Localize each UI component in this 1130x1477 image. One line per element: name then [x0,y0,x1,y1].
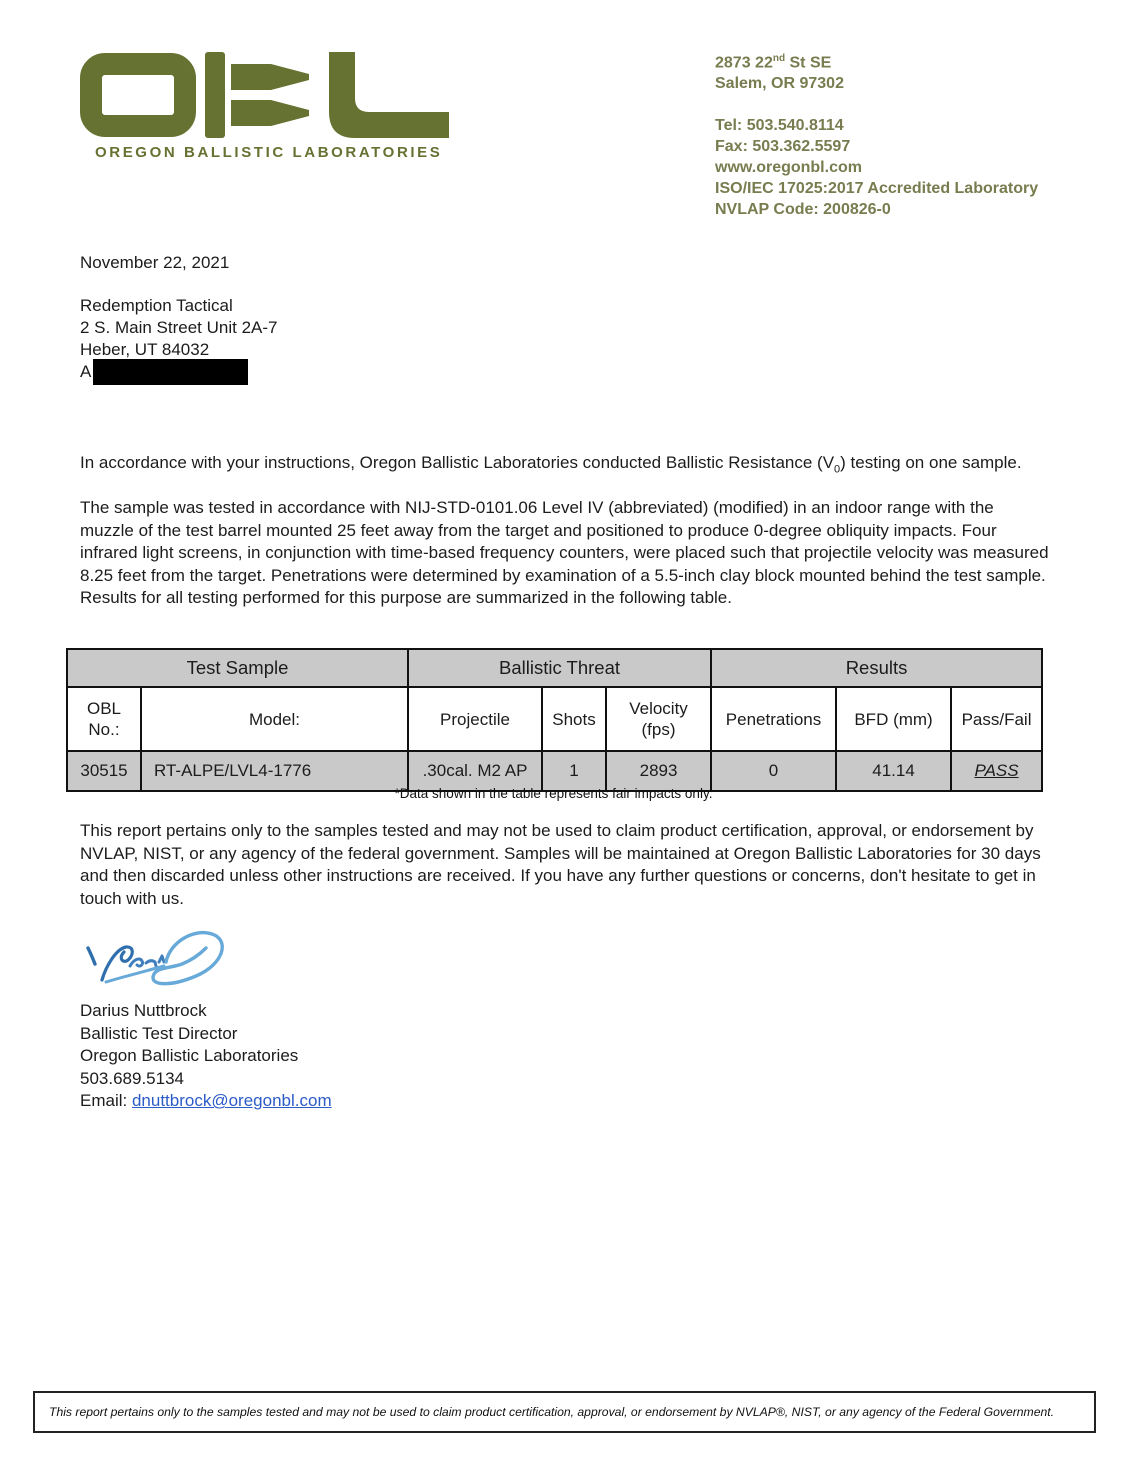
cell-velocity: 2893 [606,751,711,791]
table-column-header-row [67,687,1042,751]
cell-model: RT-ALPE/LVL4-1776 [141,751,408,791]
col-header-bfd: BFD (mm) [836,687,951,751]
letter-date: November 22, 2021 [80,253,230,272]
recipient-redacted-line [80,361,277,383]
email-link[interactable]: dnuttbrock@oregonbl.com [131,1091,332,1110]
logo-tagline: OREGON BALLISTIC LABORATORIES [95,144,443,161]
lab-website: www.oregonbl.com [715,159,862,177]
lab-address-line1: 2873 22nd St SE [715,53,832,72]
redaction-bar [93,359,248,385]
lab-fax: Fax: 503.362.5597 [715,138,851,156]
results-table [66,648,1043,792]
recipient-name: Redemption Tactical [80,296,233,315]
redacted-line-prefix: A [80,362,92,381]
lab-accreditation: ISO/IEC 17025:2017 Accredited Laboratory [715,180,1039,198]
cell-projectile: .30cal. M2 AP [408,751,542,791]
footer-disclaimer-box [33,1391,1096,1433]
signature-block [80,1000,332,1113]
disclaimer-paragraph: This report pertains only to the samples tested and may not be used to claim product certification, approval, or endorsement by NVLAP, NIST, or any agency of the federal government. Samples will be maintained at Oregon Ballistic Laboratories for 30 days and then discarded unless other instructions are received. If you have any further questions or concerns, don't hesitate to get in touch with us. [80,821,1041,908]
lab-address-line2: Salem, OR 97302 [715,75,844,93]
cell-obl-no: 30515 [67,751,141,791]
method-paragraph: The sample was tested in accordance with NIJ-STD-0101.06 Level IV (abbreviated) (modified) in an indoor range with the muzzle of the test barrel mounted 25 feet away from the target and positioned to produce 0-degree obliquity impacts. Four infrared light screens, in conjunction with time-based frequency counters, were placed such that projectile velocity was measured 8.25 feet from the target. Penetrations were determined by examination of a 5.5-inch clay block mounted behind the test sample. Results for all testing performed for this purpose are summarized in the following table. [80,498,1049,607]
lab-phone: Tel: 503.540.8114 [715,117,844,135]
footer-disclaimer-text: This report pertains only to the samples tested and may not be used to claim product certification, approval, or endorsement by NVLAP®, NIST, or any agency of the Federal Government. [49,1405,1055,1419]
signer-company: Oregon Ballistic Laboratories [80,1046,299,1065]
group-header-ballistic-threat: Ballistic Threat [408,649,711,687]
col-header-model: Model: [141,687,408,751]
recipient-address [80,295,277,383]
lab-contact-block [715,48,1115,220]
cell-pass-fail: PASS [951,751,1042,791]
recipient-city: Heber, UT 84032 [80,340,210,359]
col-header-velocity: Velocity (fps) [606,687,711,751]
col-header-shots: Shots [542,687,606,751]
cell-shots: 1 [542,751,606,791]
table-group-header-row [67,649,1042,687]
obl-logo-icon [78,52,450,138]
signer-phone: 503.689.5134 [80,1068,184,1088]
company-logo [78,52,450,161]
signer-title: Ballistic Test Director [80,1023,238,1043]
table-footnote: *Data shown in the table represents fair impacts only. [394,786,713,801]
handwritten-signature-icon [78,922,248,996]
email-label: Email: [80,1091,132,1110]
signer-name: Darius Nuttbrock [80,1001,207,1020]
lab-nvlap-code: NVLAP Code: 200826-0 [715,201,891,219]
table-row [67,751,1042,791]
group-header-results: Results [711,649,1042,687]
col-header-penetrations: Penetrations [711,687,836,751]
spacer [715,94,1115,115]
col-header-pass-fail: Pass/Fail [951,687,1042,751]
signer-email-line [80,1090,332,1113]
col-header-obl-no: OBL No.: [67,687,141,751]
group-header-test-sample: Test Sample [67,649,408,687]
recipient-street: 2 S. Main Street Unit 2A-7 [80,318,278,337]
col-header-projectile: Projectile [408,687,542,751]
cell-penetrations: 0 [711,751,836,791]
cell-bfd: 41.14 [836,751,951,791]
intro-paragraph: In accordance with your instructions, Oregon Ballistic Laboratories conducted Ballistic Resistance $(V_0)$ testing on one sample. [80,453,1022,476]
